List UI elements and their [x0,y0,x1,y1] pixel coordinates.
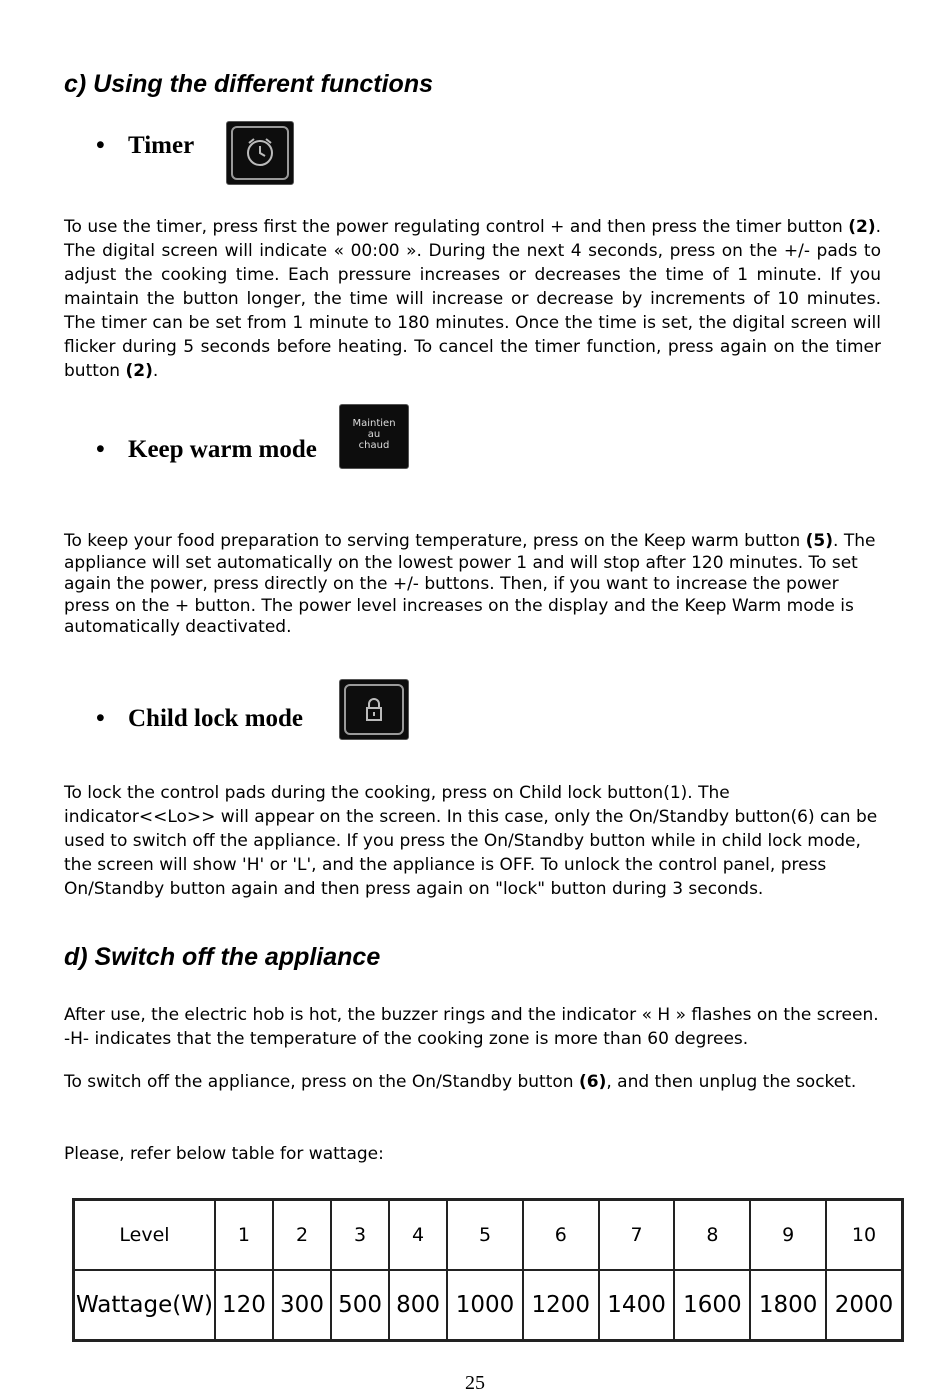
wattage-cell: 800 [389,1270,447,1341]
text-segment: . The digital screen will indicate « 00:00 ». During the next 4 seconds, press on the +/- pads to adjust the cooking time. Each pressure increases or decreases the time of 1 minute. If you maintain the button longer, the time will increase or decrease by increments of 10 minutes. The timer can be set from 1 minute to 180 minutes. Once the time is set, the digital screen will flicker during 5 seconds before heating. To cancel the timer function, press again on the timer button [64,217,881,381]
level-cell: 10 [826,1200,902,1271]
level-cell: 6 [523,1200,599,1271]
level-cell: 8 [674,1200,750,1271]
bullet-timer [96,132,194,160]
level-cell: 1 [215,1200,273,1271]
bullet-child-lock [96,705,303,733]
wattage-table [72,1198,904,1342]
bold-reference: (2) [848,217,876,237]
keep-warm-icon-line1: Maintien [352,418,396,429]
wattage-header: Wattage(W) [74,1270,215,1341]
text-segment: Please, refer below table for wattage: [64,1144,384,1164]
keep-warm-button-image [339,404,409,469]
bullet-icon: • [96,132,105,159]
text-segment: To keep your food preparation to serving temperature, press on the Keep warm button [64,531,806,551]
wattage-cell: 120 [215,1270,273,1341]
text-segment: . [152,361,159,381]
timer-button-image [226,121,294,185]
text-segment: To lock the control pads during the cooking, press on Child lock button(1). The indicator<<Lo>> will appear on the screen. In this case, only the On/Standby button(6) can be used to switch off the appliance. If you press the On/Standby button while in child lock mode, the screen will show 'H' or 'L', and the appliance is OFF. To unlock the control panel, press On/Standby button again and then press again on "lock" button during 3 seconds. [64,783,878,899]
text-segment: After use, the electric hob is hot, the buzzer rings and the indicator « H » flashes on the screen. -H- indicates that the temperature of the cooking zone is more than 60 degrees. [64,1005,879,1049]
clock-icon [227,122,293,184]
keep-warm-paragraph [64,531,881,639]
level-cell: 5 [447,1200,523,1271]
wattage-cell: 1400 [599,1270,675,1341]
wattage-cell: 1000 [447,1270,523,1341]
level-cell: 2 [273,1200,331,1271]
switch-off-paragraph-2 [64,1072,881,1094]
bold-reference: (5) [805,531,834,551]
wattage-cell: 1600 [674,1270,750,1341]
wattage-intro [64,1142,881,1166]
wattage-cell: 2000 [826,1270,902,1341]
wattage-cell: 500 [331,1270,389,1341]
lock-icon [340,680,408,739]
level-cell: 9 [750,1200,826,1271]
bullet-icon: • [96,436,105,463]
keep-warm-icon-line3: chaud [358,440,390,451]
text-segment: To switch off the appliance, press on the On/Standby button [64,1072,579,1092]
child-lock-label: Child lock mode [128,705,304,732]
level-cell: 3 [331,1200,389,1271]
child-lock-paragraph [64,781,881,901]
bullet-keep-warm [96,436,317,464]
section-d-heading: d) Switch off the appliance [64,943,381,971]
wattage-cell: 300 [273,1270,331,1341]
wattage-row [74,1270,903,1341]
timer-paragraph [64,215,881,383]
page-number: 25 [465,1372,485,1394]
text-segment: . The appliance will set automatically on the lowest power 1 and will stop after 120 minutes. To set again the power, press directly on the +/- buttons. Then, if you want to increase the power press on the + button. The power level increases on the display and the Keep Warm mode is automatically deactivated. [64,531,876,637]
bold-reference: (2) [125,361,153,381]
keep-warm-label: Keep warm mode [128,436,317,463]
bold-reference: (6) [578,1072,607,1092]
timer-label: Timer [128,132,195,159]
text-segment: To use the timer, press first the power regulating control + and then press the timer button [64,217,849,237]
bullet-icon: • [96,705,105,732]
level-cell: 4 [389,1200,447,1271]
text-segment: , and then unplug the socket. [606,1072,857,1092]
child-lock-button-image [339,679,409,740]
wattage-cell: 1800 [750,1270,826,1341]
switch-off-paragraph-1 [64,1003,881,1051]
level-row [74,1200,903,1271]
level-header: Level [74,1200,215,1271]
level-cell: 7 [599,1200,675,1271]
keep-warm-icon-line2: au [367,429,381,440]
section-c-heading: c) Using the different functions [64,70,433,98]
wattage-cell: 1200 [523,1270,599,1341]
